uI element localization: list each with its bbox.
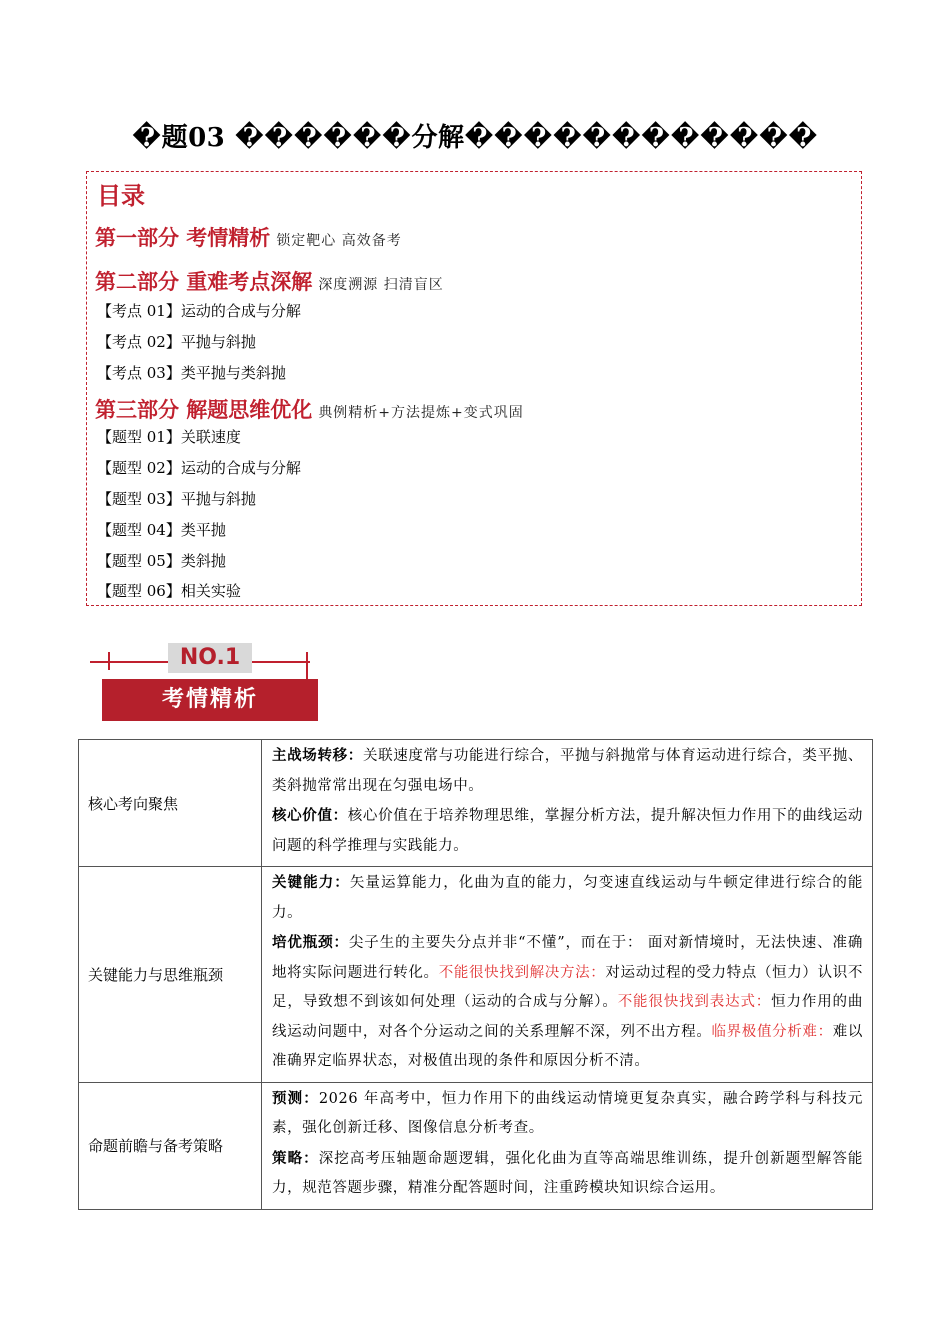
badge-number: NO.1	[168, 643, 252, 673]
label-main-battlefield: 主战场转移：	[272, 747, 363, 764]
toc-part-2-title: 第二部分 重难考点深解	[95, 270, 313, 294]
toc-kaodian-01[interactable]: 【考点 01】运动的合成与分解	[97, 302, 301, 320]
text-main-battlefield: 关联速度常与功能进行综合，平抛与斜抛常与体育运动进行综合，类平抛、类斜抛常常出现在匀强电场中。	[272, 748, 863, 794]
toc-part-1[interactable]	[95, 222, 402, 252]
toc-heading: 目录	[97, 182, 145, 210]
toc-tixing-04[interactable]: 【题型 04】类平抛	[97, 521, 226, 539]
row-heading-ability: 关键能力与思维瓶颈	[79, 867, 262, 1083]
label-core-value: 核心价值：	[272, 807, 348, 824]
toc-kaodian-02[interactable]: 【考点 02】平抛与斜抛	[97, 333, 256, 351]
row-content-forecast	[262, 1082, 873, 1209]
row-content-core	[262, 740, 873, 867]
toc-part-1-subtitle: 锁定靶心 高效备考	[276, 233, 402, 249]
badge-line-left	[108, 652, 110, 670]
toc-part-3-subtitle: 典例精析+方法提炼+变式巩固	[318, 405, 524, 421]
red-text-1: 不能很快找到解决方法：	[438, 964, 606, 981]
table-of-contents	[86, 171, 862, 606]
text-forecast: 2026 年高考中，恒力作用下的曲线运动情境更复杂真实，融合跨学科与科技元素，强化创新迁移、图像信息分析考查。	[272, 1090, 863, 1136]
toc-tixing-01[interactable]: 【题型 01】关联速度	[97, 428, 241, 446]
text-bottleneck-1: 尖子生的主要失分点并非“不懂”，而在于： 面对新情境时，无法快速、准确地将实际问题进行转化。	[272, 935, 863, 981]
table-row	[79, 867, 873, 1083]
table-row	[79, 1082, 873, 1209]
toc-part-2-subtitle: 深度溯源 扫清盲区	[318, 277, 444, 293]
toc-tixing-06[interactable]: 【题型 06】相关实验	[97, 582, 241, 600]
toc-tixing-03[interactable]: 【题型 03】平抛与斜抛	[97, 490, 256, 508]
text-key-ability: 矢量运算能力，化曲为直的能力，匀变速直线运动与牛顿定律进行综合的能力。	[272, 875, 864, 921]
toc-part-1-title: 第一部分 考情精析	[95, 226, 271, 250]
section-badge	[90, 640, 330, 730]
label-key-ability: 关键能力：	[272, 874, 350, 891]
text-bottleneck-4: 难以准确界定临界状态，对极值出现的条件和原因分析不清。	[272, 1023, 863, 1069]
row-content-ability	[262, 867, 873, 1083]
red-text-2: 不能很快找到表达式：	[617, 994, 772, 1010]
row-heading-forecast: 命题前瞻与备考策略	[79, 1082, 262, 1209]
text-bottleneck-2: 对运动过程的受力特点（恒力）认识不足，导致想不到该如何处理（运动的合成与分解）。	[272, 964, 863, 1010]
document-title: �题03 ������分解������������	[132, 123, 818, 153]
row-heading-core: 核心考向聚焦	[79, 740, 262, 867]
text-strategy: 深挖高考压轴题命题逻辑，强化化曲为直等高端思维训练，提升创新题型解答能力，规范答题步骤，精准分配答题时间，注重跨模块知识综合运用。	[272, 1150, 863, 1196]
text-bottleneck-3: 恒力作用的曲线运动问题中，对各个分运动之间的关系理解不深，列不出方程。	[272, 994, 863, 1040]
badge-line-right	[306, 652, 308, 680]
badge-label: 考情精析	[102, 679, 318, 721]
red-text-3: 临界极值分析难：	[711, 1023, 833, 1040]
toc-tixing-02[interactable]: 【题型 02】运动的合成与分解	[97, 459, 301, 477]
toc-kaodian-03[interactable]: 【考点 03】类平抛与类斜抛	[97, 364, 286, 382]
toc-part-3-title: 第三部分 解题思维优化	[95, 398, 313, 422]
table-row	[79, 740, 873, 867]
label-forecast: 预测：	[272, 1089, 319, 1107]
toc-part-2[interactable]	[95, 266, 444, 296]
label-strategy: 策略：	[272, 1149, 319, 1167]
exam-analysis-table	[78, 739, 873, 1210]
label-bottleneck: 培优瓶颈：	[272, 934, 349, 951]
toc-part-3[interactable]	[95, 394, 524, 424]
toc-tixing-05[interactable]: 【题型 05】类斜抛	[97, 552, 226, 570]
text-core-value: 核心价值在于培养物理思维，掌握分析方法，提升解决恒力作用下的曲线运动问题的科学推理与实践能力。	[272, 808, 863, 854]
